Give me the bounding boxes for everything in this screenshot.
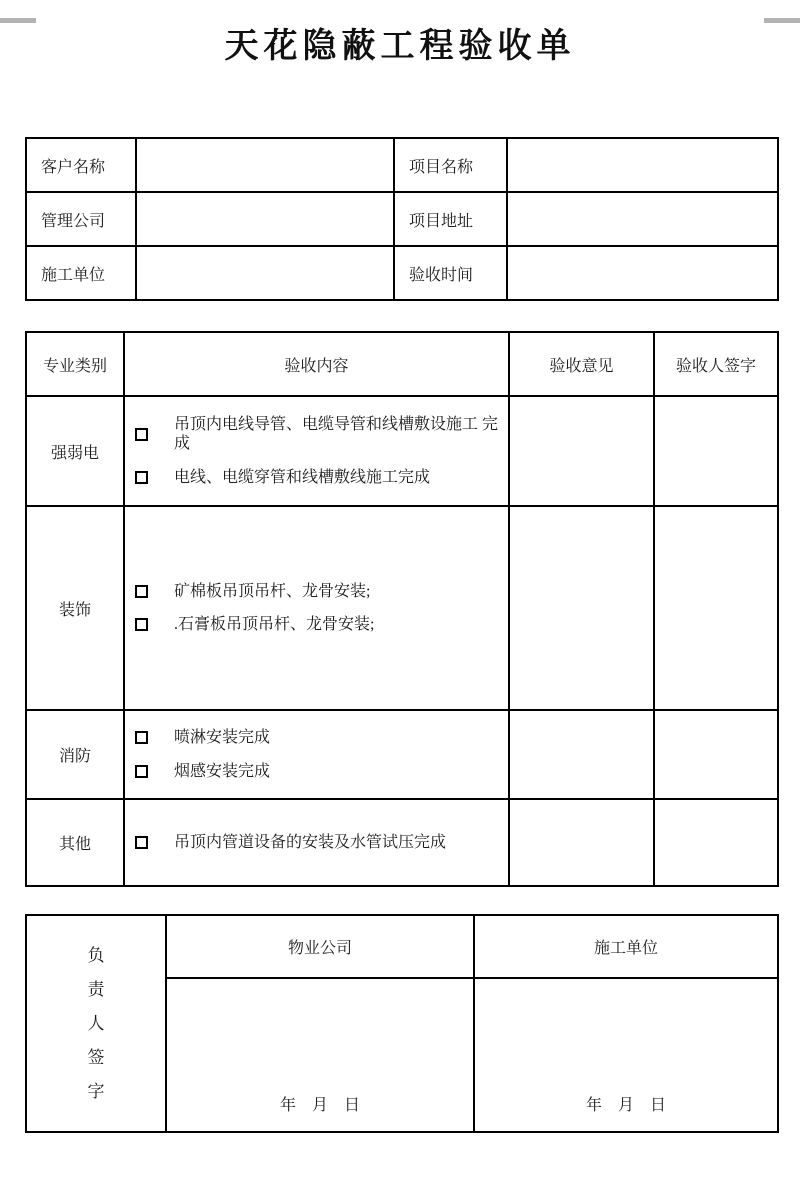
date-placeholder: 年 月 日 xyxy=(279,1097,360,1114)
project-name-field[interactable] xyxy=(507,138,778,192)
table-row-fire xyxy=(26,710,778,799)
category-label: 装饰 xyxy=(26,506,124,710)
checklist-item-label: 烟感安装完成 xyxy=(174,762,271,780)
checkbox-icon[interactable] xyxy=(135,765,148,778)
management-company-label: 管理公司 xyxy=(26,192,136,246)
table-row-decoration xyxy=(26,506,778,710)
checklist-item-label: .石膏板吊顶吊杆、龙骨安装; xyxy=(174,616,375,633)
content-column-header: 验收内容 xyxy=(124,332,509,396)
checklist-item xyxy=(135,582,502,601)
checkbox-icon[interactable] xyxy=(135,585,148,598)
property-company-header: 物业公司 xyxy=(166,915,474,978)
opinion-cell[interactable] xyxy=(509,799,654,886)
checklist-item xyxy=(135,468,502,487)
checkbox-icon[interactable] xyxy=(135,731,148,744)
signature-column-header: 验收人签字 xyxy=(654,332,778,396)
checklist-item xyxy=(135,728,502,747)
project-name-label: 项目名称 xyxy=(394,138,507,192)
checkbox-icon[interactable] xyxy=(135,471,148,484)
signature-cell[interactable] xyxy=(654,506,778,710)
category-label: 其他 xyxy=(26,799,124,886)
checkbox-icon[interactable] xyxy=(135,618,148,631)
project-address-field[interactable] xyxy=(507,192,778,246)
construction-unit-label: 施工单位 xyxy=(26,246,136,300)
acceptance-time-field[interactable] xyxy=(507,246,778,300)
date-placeholder: 年 月 日 xyxy=(585,1097,666,1114)
opinion-column-header: 验收意见 xyxy=(509,332,654,396)
table-row xyxy=(26,138,778,192)
project-address-label: 项目地址 xyxy=(394,192,507,246)
responsible-person-label-cell xyxy=(26,915,166,1132)
page-title: 天花隐蔽工程验收单 xyxy=(224,27,576,65)
checklist-item-label: 吊顶内管道设备的安装及水管试压完成 xyxy=(174,833,447,851)
opinion-cell[interactable] xyxy=(509,396,654,506)
table-row xyxy=(26,246,778,300)
checklist-item-label: 喷淋安装完成 xyxy=(174,729,271,747)
checklist-item xyxy=(135,833,502,852)
signature-cell[interactable] xyxy=(654,710,778,799)
checklist-item-label: 电线、电缆穿管和线槽敷线施工完成 xyxy=(174,468,431,486)
category-column-header: 专业类别 xyxy=(26,332,124,396)
table-row-electrical xyxy=(26,396,778,506)
signature-cell[interactable] xyxy=(654,396,778,506)
responsible-person-label: 负责人签字 xyxy=(87,945,105,1101)
category-label: 强弱电 xyxy=(26,396,124,506)
checklist-item xyxy=(135,415,502,453)
management-company-field[interactable] xyxy=(136,192,394,246)
acceptance-time-label: 验收时间 xyxy=(394,246,507,300)
category-label: 消防 xyxy=(26,710,124,799)
acceptance-table xyxy=(25,331,779,887)
checkbox-icon[interactable] xyxy=(135,428,148,441)
checklist-item-label: 吊顶内电线导管、电缆导管和线槽敷设施工 完成 xyxy=(174,416,499,453)
checklist-item xyxy=(135,615,502,634)
info-table xyxy=(25,137,779,301)
checklist-item xyxy=(135,762,502,781)
construction-unit-header: 施工单位 xyxy=(474,915,778,978)
property-company-signature-cell[interactable] xyxy=(166,978,474,1132)
table-row-other xyxy=(26,799,778,886)
signature-table xyxy=(25,914,779,1133)
customer-name-label: 客户名称 xyxy=(26,138,136,192)
construction-unit-field[interactable] xyxy=(136,246,394,300)
checkbox-icon[interactable] xyxy=(135,836,148,849)
construction-unit-signature-cell[interactable] xyxy=(474,978,778,1132)
opinion-cell[interactable] xyxy=(509,710,654,799)
customer-name-field[interactable] xyxy=(136,138,394,192)
page-corner-mark-right xyxy=(764,18,800,23)
opinion-cell[interactable] xyxy=(509,506,654,710)
table-header-row xyxy=(26,915,778,978)
table-header-row xyxy=(26,332,778,396)
signature-cell[interactable] xyxy=(654,799,778,886)
page-corner-mark-left xyxy=(0,18,36,23)
table-row xyxy=(26,192,778,246)
checklist-item-label: 矿棉板吊顶吊杆、龙骨安装; xyxy=(174,582,371,600)
